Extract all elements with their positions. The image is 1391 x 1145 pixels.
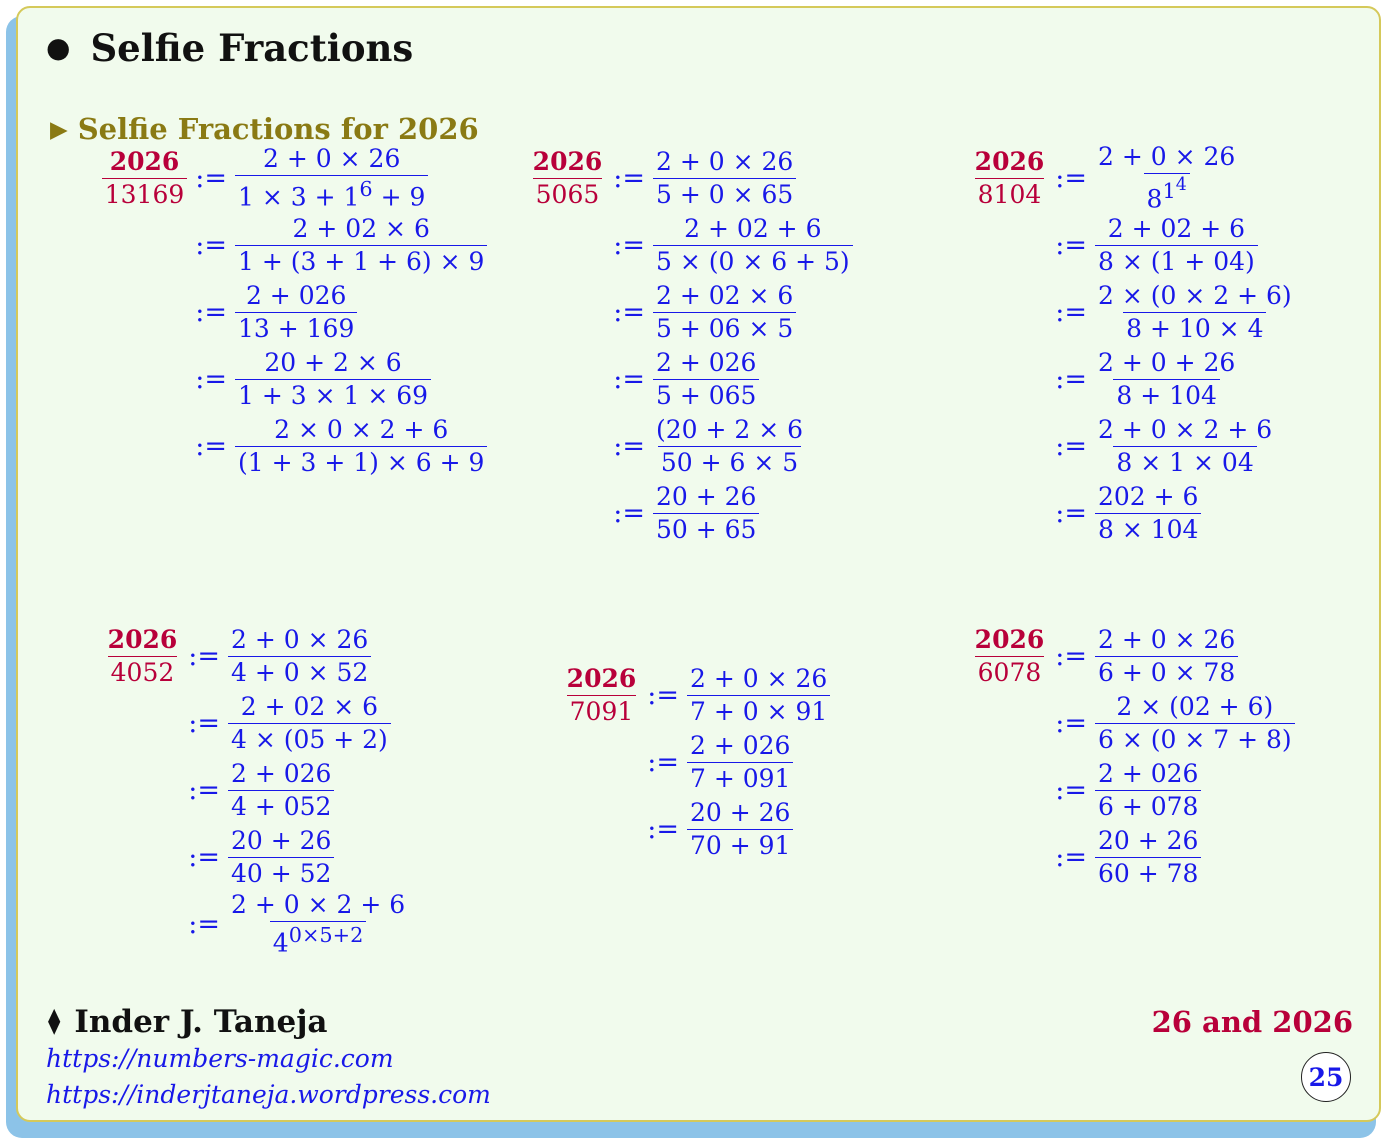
equation-lead: [107, 624, 228, 690]
expression-numerator: 2 + 02 × 6: [656, 280, 794, 310]
diamond-icon: ⧫: [48, 1006, 61, 1035]
equation-line: [582, 796, 830, 863]
expression-numerator: 2 + 0 × 26: [690, 663, 828, 693]
expression-fraction: [1095, 825, 1201, 891]
equation-line: [553, 480, 853, 547]
expression-denominator: 7 + 091: [687, 762, 793, 796]
expression-fraction: [687, 797, 793, 863]
equation-line: [995, 212, 1295, 279]
expression-fraction: [653, 280, 796, 346]
equation-line: [553, 279, 853, 346]
triangle-bullet-icon: ▶: [50, 116, 68, 143]
selfie-fraction: [530, 146, 606, 212]
equation-lead: [123, 708, 228, 739]
author: [48, 1004, 328, 1040]
assign-symbol: :=: [195, 364, 227, 395]
selfie-fraction: [105, 624, 181, 690]
equation-line: [123, 690, 408, 757]
expression-fraction: [1095, 691, 1295, 757]
equation-line: [995, 757, 1295, 824]
fraction-block: [532, 145, 853, 547]
expression-fraction: [228, 825, 334, 891]
expression-denominator: 4 + 052: [228, 790, 334, 824]
equation-lead: [582, 814, 687, 845]
first-equation-line: [80, 145, 487, 212]
equation-lead: [80, 364, 235, 395]
expression-fraction: [1095, 347, 1238, 413]
assign-symbol: :=: [1055, 230, 1087, 261]
expression-fraction: [1095, 414, 1275, 480]
equation-lead: [553, 230, 653, 261]
equation-line: [995, 346, 1295, 413]
selfie-denominator: 8104: [975, 178, 1045, 212]
expression-denominator: 5 + 06 × 5: [653, 312, 796, 346]
selfie-numerator: 2026: [109, 146, 180, 176]
equation-line: [995, 824, 1295, 891]
expression-denominator: 7 + 0 × 91: [687, 695, 830, 729]
first-equation-line: [566, 662, 830, 729]
expression-denominator: $4^{0\times 5+2}$: [270, 921, 367, 960]
equation-lead: [995, 775, 1095, 806]
expression-numerator: 2 + 0 + 26: [1098, 347, 1236, 377]
equation-line: [582, 729, 830, 796]
equation-lead: [553, 297, 653, 328]
selfie-denominator: 4052: [108, 656, 178, 690]
selfie-numerator: 2026: [107, 624, 178, 654]
blog-link[interactable]: https://inderjtaneja.wordpress.com: [46, 1080, 491, 1109]
assign-symbol: :=: [195, 297, 227, 328]
equation-lead: [123, 842, 228, 873]
selfie-denominator: 5065: [533, 178, 603, 212]
page-number-badge: 25: [1301, 1052, 1351, 1102]
assign-symbol: :=: [1055, 775, 1087, 806]
equation-line: [123, 757, 408, 824]
assign-symbol: :=: [1055, 297, 1087, 328]
equation-line: [995, 279, 1295, 346]
assign-symbol: :=: [1055, 842, 1087, 873]
equation-lead: [123, 909, 228, 940]
expression-fraction: [653, 213, 853, 279]
expression-numerator: 2 × 0 × 2 + 6: [274, 414, 449, 444]
selfie-fraction: [102, 146, 188, 212]
section-heading-text: Selfie Fractions for 2026: [77, 112, 479, 146]
expression-denominator: 6 × (0 × 7 + 8): [1095, 723, 1295, 757]
fraction-block: [974, 141, 1295, 547]
expression-fraction: [687, 663, 830, 729]
selfie-denominator: 7091: [567, 695, 637, 729]
expression-numerator: 20 + 26: [690, 797, 791, 827]
equation-lead: [995, 498, 1095, 529]
expression-denominator: 60 + 78: [1095, 857, 1201, 891]
selfie-numerator: 2026: [566, 663, 637, 693]
equation-lead: [532, 146, 653, 212]
expression-denominator: 4 + 0 × 52: [228, 656, 371, 690]
expression-fraction: [235, 213, 487, 279]
equation-lead: [80, 146, 235, 212]
expression-fraction: [653, 146, 796, 212]
selfie-fraction: [564, 663, 640, 729]
expression-fraction: [653, 414, 806, 480]
expression-fraction: [1095, 213, 1258, 279]
fraction-block: [107, 623, 408, 958]
author-name: Inder J. Taneja: [74, 1004, 328, 1040]
expression-fraction: [1095, 624, 1238, 690]
expression-numerator: 2 + 0 × 26: [656, 146, 794, 176]
expression-numerator: (20 + 2 × 6: [656, 414, 804, 444]
expression-fraction: [653, 481, 759, 547]
expression-denominator: 50 + 6 × 5: [658, 446, 801, 480]
selfie-denominator: 13169: [102, 178, 188, 212]
expression-fraction: [1095, 280, 1295, 346]
selfie-fraction: [972, 146, 1048, 212]
page-title: [46, 26, 413, 70]
assign-symbol: :=: [188, 842, 220, 873]
equation-line: [123, 824, 408, 891]
expression-denominator: 4 × (05 + 2): [228, 723, 391, 757]
equation-line: [995, 480, 1295, 547]
expression-denominator: 8 × 104: [1095, 513, 1201, 547]
website-link[interactable]: https://numbers-magic.com: [46, 1044, 394, 1073]
first-equation-line: [974, 141, 1295, 214]
expression-denominator: 6 + 0 × 78: [1095, 656, 1238, 690]
equation-line: [80, 413, 487, 480]
equation-lead: [582, 747, 687, 778]
expression-denominator: 8 + 104: [1113, 379, 1219, 413]
first-equation-line: [532, 145, 853, 212]
expression-fraction: [235, 347, 431, 413]
equation-lead: [995, 708, 1095, 739]
expression-denominator: 1 + 3 × 1 × 69: [235, 379, 431, 413]
expression-denominator: 6 + 078: [1095, 790, 1201, 824]
equation-line: [553, 413, 853, 480]
expression-numerator: 2 + 0 × 2 + 6: [1098, 414, 1273, 444]
expression-denominator: 8 + 10 × 4: [1123, 312, 1266, 346]
expression-denominator: 50 + 65: [653, 513, 759, 547]
expression-numerator: 202 + 6: [1098, 481, 1199, 511]
assign-symbol: :=: [188, 708, 220, 739]
assign-symbol: :=: [188, 641, 220, 672]
bullet-icon: ●: [46, 31, 71, 64]
equation-lead: [995, 364, 1095, 395]
expression-fraction: [235, 414, 487, 480]
equation-lead: [80, 431, 235, 462]
expression-numerator: 2 + 026: [656, 347, 757, 377]
expression-fraction: [1095, 481, 1201, 547]
expression-numerator: 2 + 0 × 26: [231, 624, 369, 654]
assign-symbol: :=: [1055, 641, 1087, 672]
equation-lead: [995, 431, 1095, 462]
assign-symbol: :=: [613, 364, 645, 395]
equation-line: [123, 891, 408, 958]
expression-numerator: 2 + 02 + 6: [684, 213, 822, 243]
expression-denominator: $1 \times 3 + 1^6 + 9$: [235, 175, 428, 214]
expression-numerator: 2 + 026: [1098, 758, 1199, 788]
expression-numerator: 2 + 0 × 26: [1098, 624, 1236, 654]
fraction-block: [566, 662, 830, 863]
first-equation-line: [107, 623, 408, 690]
expression-denominator: 70 + 91: [687, 829, 793, 863]
expression-fraction: [1095, 758, 1201, 824]
expression-denominator: 40 + 52: [228, 857, 334, 891]
expression-numerator: 20 + 26: [656, 481, 757, 511]
expression-fraction: [228, 691, 391, 757]
assign-symbol: :=: [195, 230, 227, 261]
equation-line: [995, 690, 1295, 757]
selfie-fraction: [972, 624, 1048, 690]
expression-denominator: 5 + 0 × 65: [653, 178, 796, 212]
assign-symbol: :=: [1055, 364, 1087, 395]
selfie-numerator: 2026: [974, 624, 1045, 654]
equation-lead: [995, 297, 1095, 328]
expression-fraction: [228, 758, 334, 824]
expression-fraction: [235, 280, 357, 346]
selfie-denominator: 6078: [975, 656, 1045, 690]
expression-fraction: [228, 624, 371, 690]
assign-symbol: :=: [613, 498, 645, 529]
equation-lead: [553, 364, 653, 395]
expression-numerator: 2 + 026: [690, 730, 791, 760]
assign-symbol: :=: [188, 775, 220, 806]
assign-symbol: :=: [188, 909, 220, 940]
expression-numerator: 2 + 02 × 6: [240, 691, 379, 721]
selfie-numerator: 2026: [532, 146, 603, 176]
equation-line: [553, 346, 853, 413]
expression-fraction: [228, 889, 408, 960]
expression-numerator: 2 + 02 × 6: [292, 213, 430, 243]
expression-denominator: 1 + (3 + 1 + 6) × 9: [235, 245, 487, 279]
expression-denominator: (1 + 3 + 1) × 6 + 9: [235, 446, 487, 480]
equation-lead: [80, 230, 235, 261]
fraction-block: [974, 623, 1295, 891]
assign-symbol: :=: [1055, 431, 1087, 462]
assign-symbol: :=: [1055, 708, 1087, 739]
expression-fraction: [1095, 141, 1238, 216]
equation-lead: [566, 663, 687, 729]
expression-numerator: 2 + 02 + 6: [1107, 213, 1246, 243]
expression-denominator: 8 × (1 + 04): [1095, 245, 1258, 279]
expression-numerator: 2 + 026: [231, 758, 332, 788]
expression-fraction: [235, 143, 428, 214]
expression-numerator: 20 + 26: [1098, 825, 1199, 855]
selfie-numerator: 2026: [974, 146, 1045, 176]
equation-line: [80, 279, 487, 346]
equation-line: [995, 413, 1295, 480]
fraction-block: [80, 145, 487, 480]
expression-numerator: 2 × (0 × 2 + 6): [1098, 280, 1292, 310]
expression-numerator: 2 + 0 × 2 + 6: [231, 889, 406, 919]
equation-line: [553, 212, 853, 279]
assign-symbol: :=: [647, 747, 679, 778]
section-heading: [50, 112, 479, 146]
equation-lead: [123, 775, 228, 806]
expression-fraction: [687, 730, 793, 796]
expression-denominator: 8 × 1 × 04: [1113, 446, 1256, 480]
assign-symbol: :=: [195, 163, 227, 194]
assign-symbol: :=: [613, 163, 645, 194]
assign-symbol: :=: [613, 230, 645, 261]
equation-line: [80, 346, 487, 413]
expression-numerator: 20 + 26: [231, 825, 332, 855]
expression-denominator: 5 + 065: [653, 379, 759, 413]
expression-denominator: $8^{1^4}$: [1144, 173, 1190, 216]
expression-fraction: [653, 347, 759, 413]
equation-lead: [974, 146, 1095, 212]
assign-symbol: :=: [1055, 163, 1087, 194]
page-title-text: Selfie Fractions: [90, 26, 414, 70]
equation-lead: [80, 297, 235, 328]
expression-numerator: 2 × (02 + 6): [1116, 691, 1274, 721]
tagline: 26 and 2026: [1151, 1005, 1353, 1039]
equation-lead: [995, 842, 1095, 873]
equation-lead: [995, 230, 1095, 261]
expression-numerator: 2 + 026: [245, 280, 347, 310]
first-equation-line: [974, 623, 1295, 690]
assign-symbol: :=: [647, 680, 679, 711]
equation-lead: [553, 498, 653, 529]
assign-symbol: :=: [195, 431, 227, 462]
expression-denominator: 5 × (0 × 6 + 5): [653, 245, 853, 279]
expression-denominator: 13 + 169: [235, 312, 357, 346]
equation-lead: [553, 431, 653, 462]
assign-symbol: :=: [613, 297, 645, 328]
equation-line: [80, 212, 487, 279]
expression-numerator: 2 + 0 × 26: [1098, 141, 1236, 171]
assign-symbol: :=: [647, 814, 679, 845]
assign-symbol: :=: [613, 431, 645, 462]
expression-numerator: 20 + 2 × 6: [264, 347, 402, 377]
expression-numerator: 2 + 0 × 26: [263, 143, 401, 173]
assign-symbol: :=: [1055, 498, 1087, 529]
equation-lead: [974, 624, 1095, 690]
